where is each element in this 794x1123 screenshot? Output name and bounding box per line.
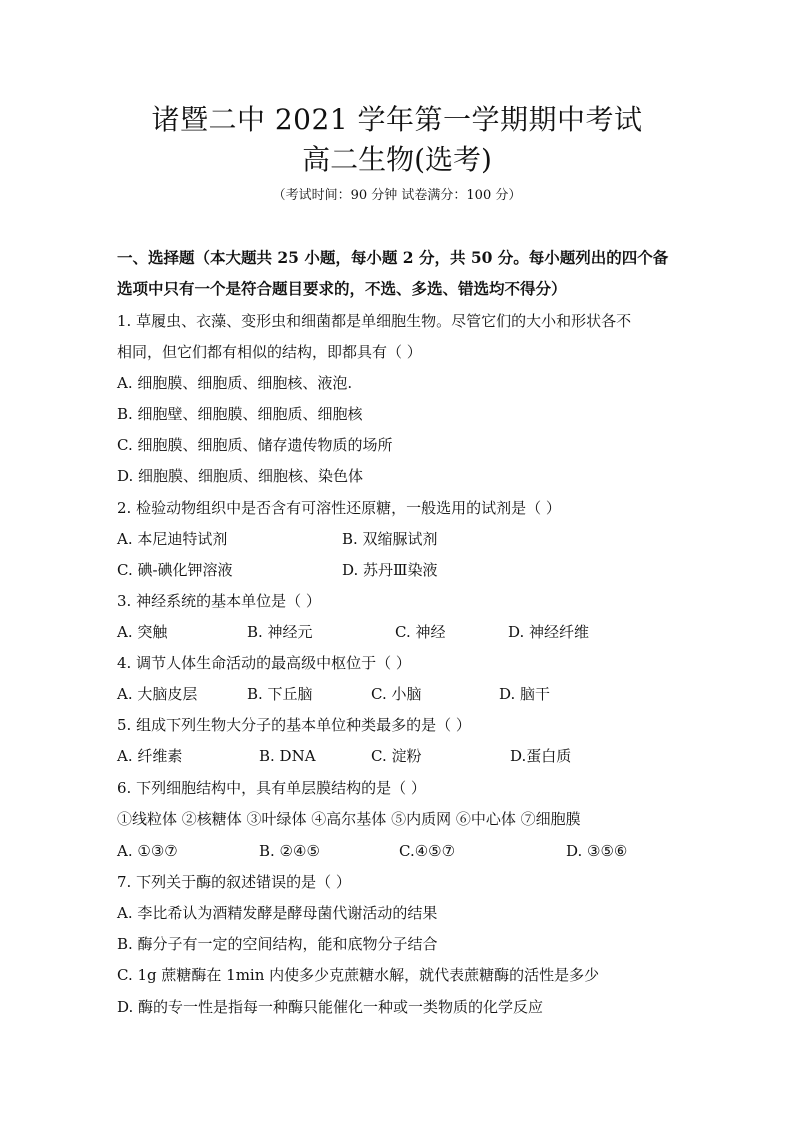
question-7-stem: 7. 下列关于酶的叙述错误的是（ ）: [117, 873, 351, 891]
question-1-option-c: C. 细胞膜、细胞质、储存遗传物质的场所: [117, 436, 393, 454]
question-7-option-c: C. 1g 蔗糖酶在 1min 内使多少克蔗糖水解，就代表蔗糖酶的活性是多少: [117, 966, 600, 984]
section-heading-line1: 一、选择题（本大题共 25 小题，每小题 2 分，共 50 分。每小题列出的四个备: [117, 248, 669, 267]
question-5-option-d: D.蛋白质: [510, 747, 572, 765]
question-6-option-c: C.④⑤⑦: [399, 842, 456, 860]
question-3-option-a: A. 突触: [117, 623, 168, 641]
question-2-option-c: C. 碘-碘化钾溶液: [117, 561, 233, 579]
question-7-option-a: A. 李比希认为酒精发酵是酵母菌代谢活动的结果: [117, 904, 438, 922]
question-1-option-a: A. 细胞膜、细胞质、细胞核、液泡.: [117, 374, 353, 392]
question-4-option-c: C. 小脑: [371, 685, 422, 703]
question-1-option-b: B. 细胞壁、细胞膜、细胞质、细胞核: [117, 405, 363, 423]
question-2-option-a: A. 本尼迪特试剂: [117, 530, 228, 548]
question-2-option-d: D. 苏丹Ⅲ染液: [342, 561, 438, 579]
question-5-option-b: B. DNA: [259, 747, 316, 765]
question-7-option-d: D. 酶的专一性是指每一种酶只能催化一种或一类物质的化学反应: [117, 998, 544, 1016]
question-6-option-a: A. ①③⑦: [117, 842, 178, 860]
question-6-stem: 6. 下列细胞结构中，具有单层膜结构的是（ ）: [117, 779, 426, 797]
question-1-option-d: D. 细胞膜、细胞质、细胞核、染色体: [117, 467, 364, 485]
question-3-stem: 3. 神经系统的基本单位是（ ）: [117, 592, 321, 610]
question-1-stem-line1: 1. 草履虫、衣藻、变形虫和细菌都是单细胞生物。尽管它们的大小和形状各不: [117, 312, 632, 330]
question-4-option-b: B. 下丘脑: [247, 685, 313, 703]
exam-title: 诸暨二中 2021 学年第一学期期中考试: [151, 103, 643, 136]
question-2-stem: 2. 检验动物组织中是否含有可溶性还原糖，一般选用的试剂是（ ）: [117, 499, 561, 517]
section-heading-line2: 选项中只有一个是符合题目要求的，不选、多选、错选均不得分）: [117, 279, 567, 298]
question-4-stem: 4. 调节人体生命活动的最高级中枢位于（ ）: [117, 654, 411, 672]
question-4-option-d: D. 脑干: [499, 685, 551, 703]
question-5-option-a: A. 纤维素: [117, 747, 183, 765]
question-3-option-c: C. 神经: [395, 623, 446, 641]
exam-subject-title: 高二生物(选考): [302, 143, 492, 176]
question-6-option-d: D. ③⑤⑥: [566, 842, 628, 860]
question-3-option-d: D. 神经纤维: [508, 623, 590, 641]
question-6-items: ①线粒体 ②核糖体 ③叶绿体 ④高尔基体 ⑤内质网 ⑥中心体 ⑦细胞膜: [117, 810, 581, 828]
question-5-stem: 5. 组成下列生物大分子的基本单位种类最多的是（ ）: [117, 716, 471, 734]
question-4-option-a: A. 大脑皮层: [117, 685, 198, 703]
exam-info: （考试时间：90 分钟 试卷满分：100 分）: [272, 188, 522, 203]
question-3-option-b: B. 神经元: [247, 623, 313, 641]
question-2-option-b: B. 双缩脲试剂: [342, 530, 438, 548]
question-5-option-c: C. 淀粉: [371, 747, 422, 765]
question-7-option-b: B. 酶分子有一定的空间结构，能和底物分子结合: [117, 935, 438, 953]
question-6-option-b: B. ②④⑤: [259, 842, 320, 860]
question-1-stem-line2: 相同，但它们都有相似的结构，即都具有（ ）: [117, 343, 422, 361]
